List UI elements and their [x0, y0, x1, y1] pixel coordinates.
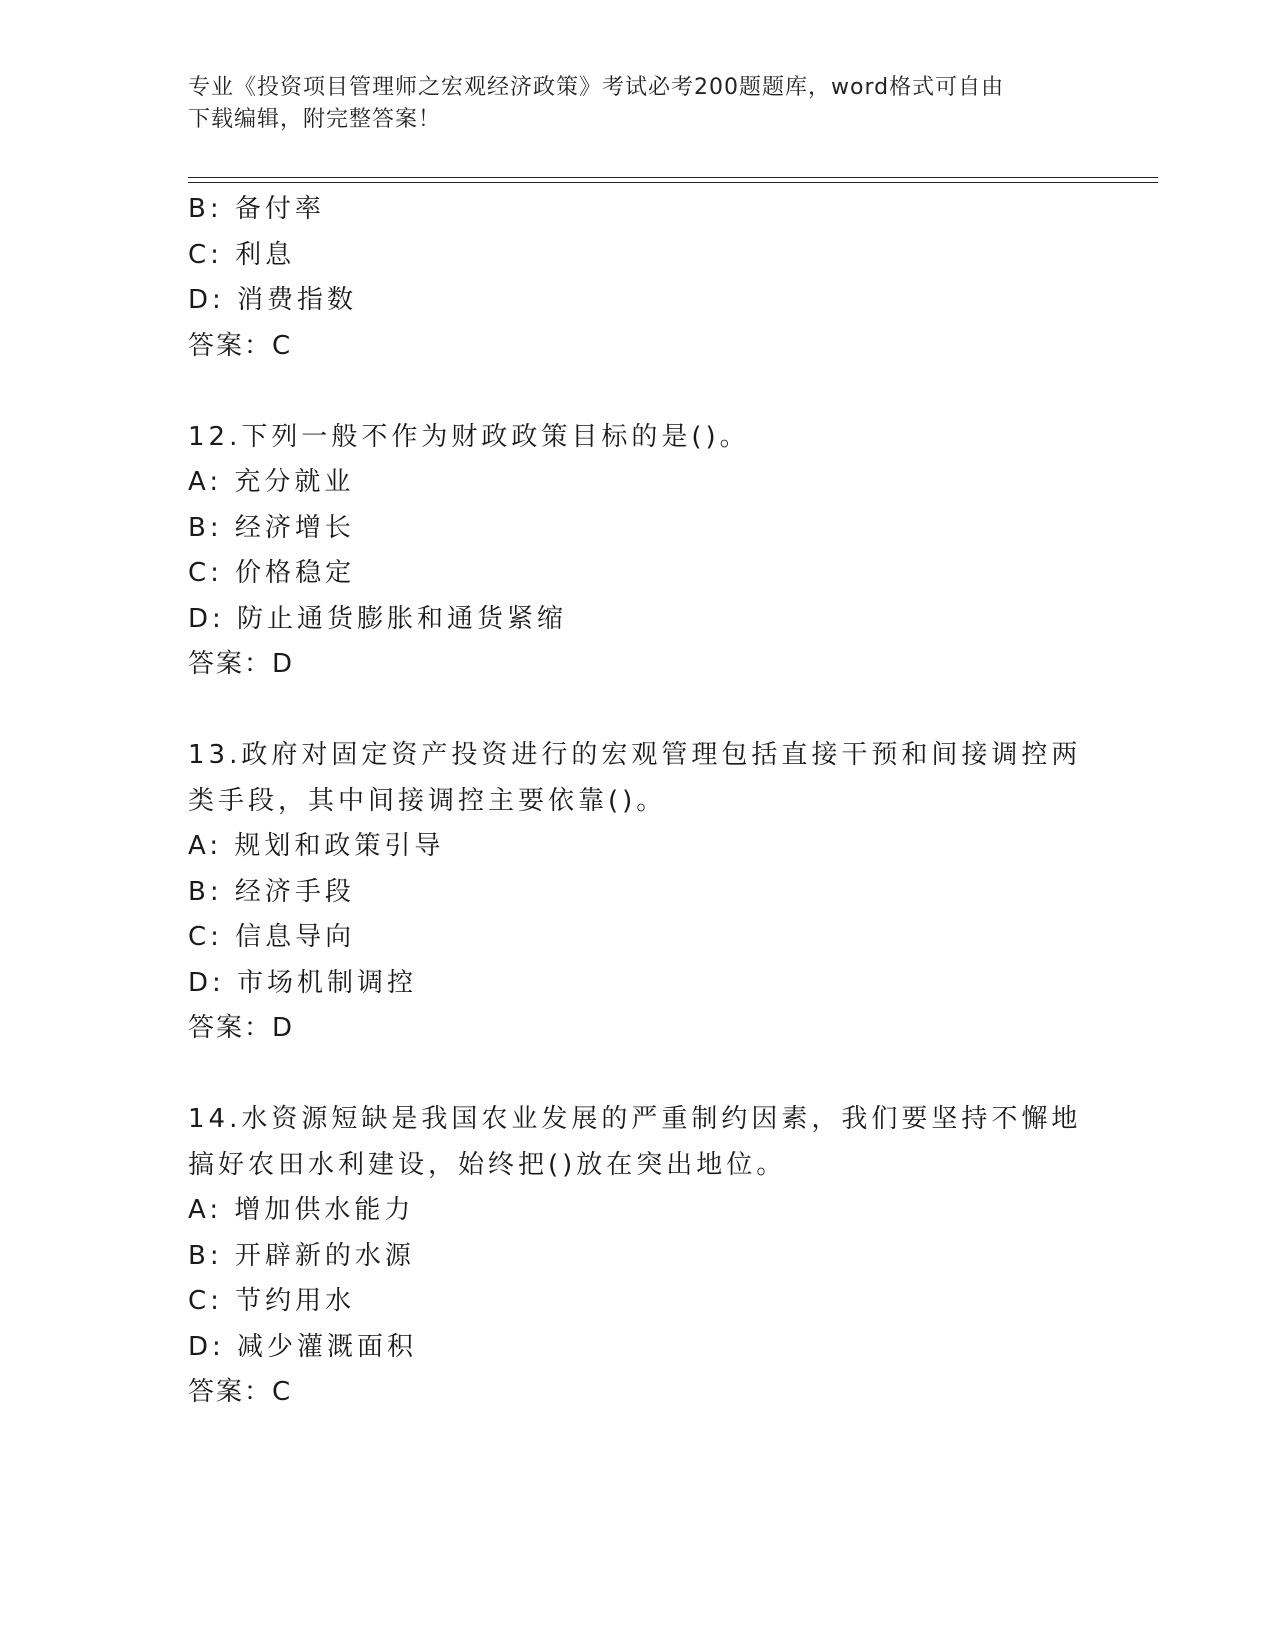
- option-b: B: 经济增长: [188, 512, 355, 543]
- question-12: [188, 415, 1088, 688]
- spacer: [188, 688, 1088, 734]
- question-11-continuation: [188, 187, 1088, 369]
- header-line-1: 专业《投资项目管理师之宏观经济政策》考试必考200题题库，word格式可自由: [188, 75, 1005, 100]
- option-b: B: 经济手段: [188, 876, 355, 907]
- question-text: 14.水资源短缺是我国农业发展的严重制约因素，我们要坚持不懈地搞好农田水利建设，始终把()放在突出地位。: [188, 1104, 1082, 1180]
- option-a: A: 充分就业: [188, 467, 355, 497]
- document-header: [188, 72, 1088, 136]
- option-a: A: 增加供水能力: [188, 1195, 415, 1225]
- spacer: [188, 369, 1088, 415]
- option-d: D: 减少灌溉面积: [188, 1331, 418, 1362]
- question-text: 13.政府对固定资产投资进行的宏观管理包括直接干预和间接调控两类手段，其中间接调控主要依靠()。: [188, 740, 1082, 816]
- answer-line: 答案：C: [188, 1377, 293, 1407]
- header-divider-bottom: [188, 182, 1158, 183]
- option-d: D: 防止通货膨胀和通货紧缩: [188, 603, 568, 634]
- spacer: [188, 1052, 1088, 1098]
- option-c: C: 利息: [188, 239, 296, 270]
- answer-line: 答案：D: [188, 649, 295, 679]
- header-line-2: 下载编辑，附完整答案！: [188, 107, 442, 132]
- option-c: C: 节约用水: [188, 1286, 356, 1316]
- option-b: B: 开辟新的水源: [188, 1240, 415, 1271]
- document-body: [188, 187, 1088, 1416]
- option-a: A: 规划和政策引导: [188, 831, 445, 861]
- answer-line: 答案：D: [188, 1013, 295, 1043]
- answer-line: 答案：C: [188, 330, 293, 361]
- question-14: [188, 1097, 1088, 1416]
- question-text: 12.下列一般不作为财政政策目标的是()。: [188, 421, 750, 452]
- option-c: C: 信息导向: [188, 922, 356, 952]
- option-c: C: 价格稳定: [188, 558, 356, 588]
- option-d: D: 市场机制调控: [188, 967, 418, 998]
- question-13: [188, 733, 1088, 1052]
- option-d: D: 消费指数: [188, 285, 358, 315]
- header-divider-top: [188, 177, 1158, 178]
- option-b: B: 备付率: [188, 194, 325, 224]
